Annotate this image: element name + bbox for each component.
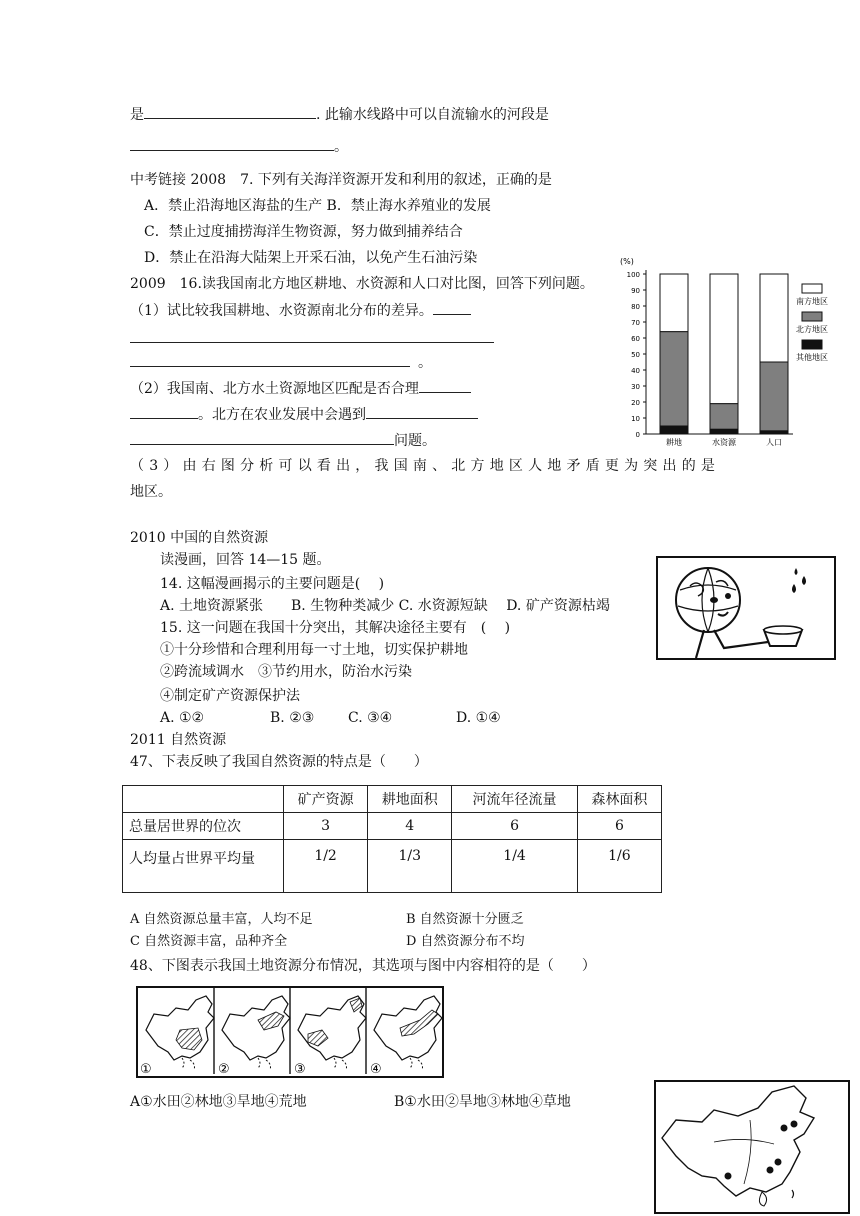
map-dot: [791, 1121, 798, 1128]
table-row-label: 总量居世界的位次: [123, 813, 284, 840]
resource-chart: [618, 256, 840, 452]
answer-blank[interactable]: [419, 378, 471, 393]
table-header-row: [123, 786, 662, 813]
y-tick-label: 80: [631, 303, 640, 311]
q47-stem: 47、下表反映了我国自然资源的特点是（ ）: [130, 754, 428, 770]
table-cell: 1/4: [452, 840, 578, 893]
q2008-option-c: C．禁止过度捕捞海洋生物资源，努力做到捕养结合: [144, 224, 463, 240]
land-use-maps: [136, 986, 444, 1078]
q2008-stem: 中考链接 2008 7. 下列有关海洋资源开发和利用的叙述，正确的是: [130, 172, 552, 188]
legend-label: 北方地区: [796, 325, 828, 334]
q48-option-a: A①水田②林地③旱地④荒地: [130, 1094, 307, 1110]
q2009-part2c-text: 问题。: [394, 433, 436, 449]
q14-options: A. 土地资源紧张 B. 生物种类减少 C. 水资源短缺 D. 矿产资源枯竭: [160, 598, 610, 614]
y-tick-label: 70: [631, 319, 640, 327]
q2008-option-d: D．禁止在沿海大陆架上开采石油，以免产生石油污染: [144, 250, 478, 266]
legend-swatch: [802, 340, 822, 349]
q47-option-d: D 自然资源分布不均: [406, 934, 525, 949]
answer-blank[interactable]: [433, 300, 471, 315]
q2010-heading: 2010 中国的自然资源: [130, 530, 269, 546]
bar-segment: [710, 429, 738, 434]
legend-label: 其他地区: [796, 353, 828, 362]
q2009-part2: [130, 378, 471, 399]
table-cell: 1/2: [284, 840, 368, 893]
line1-suffix: . 此输水线路中可以自流输水的河段是: [316, 107, 549, 123]
q2009-part2-text: （2）我国南、北方水土资源地区匹配是否合理: [130, 381, 419, 397]
table-cell: 1/6: [577, 840, 661, 893]
table-header-cell: 河流年径流量: [452, 786, 578, 813]
table-cell: 6: [452, 813, 578, 840]
q2009-part2-line2: [130, 404, 478, 425]
q2009-part1-text: （1）试比较我国耕地、水资源南北分布的差异。: [130, 303, 433, 319]
y-tick-label: 60: [631, 335, 640, 343]
bar-segment: [660, 274, 688, 332]
table-cell: 6: [577, 813, 661, 840]
x-tick-label: 人口: [766, 438, 782, 447]
bar-segment: [710, 404, 738, 430]
q2009-part1-line2: [130, 352, 432, 373]
map-label-4: ④: [370, 1062, 382, 1077]
map-dot: [725, 1173, 732, 1180]
q15-option-a: A. ①②: [160, 710, 205, 726]
q2011-heading: 2011 自然资源: [130, 732, 227, 748]
line2-suffix: 。: [334, 139, 348, 155]
x-tick-label: 水资源: [712, 438, 736, 447]
y-tick-label: 20: [631, 399, 640, 407]
bar-segment: [710, 274, 738, 404]
q48-stem: 48、下图表示我国土地资源分布情况，其选项与图中内容相符的是（ ）: [130, 958, 596, 974]
x-tick-label: 耕地: [666, 438, 682, 447]
q47-option-b: B 自然资源十分匮乏: [406, 912, 524, 927]
q2008-option-ab: A．禁止沿海地区海盐的生产 B．禁止海水养殖业的发展: [144, 198, 491, 214]
fill-line-2: [130, 136, 348, 157]
answer-blank[interactable]: [130, 430, 394, 445]
q2010-intro: 读漫画，回答 14—15 题。: [160, 552, 331, 568]
q15-option-d: D. ①④: [456, 710, 501, 726]
table-row-label: 人均量占世界平均量: [123, 840, 284, 893]
map-dot: [775, 1159, 782, 1166]
legend-swatch: [802, 312, 822, 321]
y-tick-label: 50: [631, 351, 640, 359]
table-header-cell: 矿产资源: [284, 786, 368, 813]
q15-option-b: B. ②③: [270, 710, 315, 726]
legend-swatch: [802, 284, 822, 293]
resource-table: [122, 785, 662, 893]
answer-blank[interactable]: [366, 404, 478, 419]
bar-segment: [760, 362, 788, 431]
q47-option-c: C 自然资源丰富，品种齐全: [130, 934, 288, 949]
table-cell: 4: [368, 813, 452, 840]
y-axis-unit: (%): [620, 257, 634, 266]
answer-line[interactable]: [130, 342, 494, 343]
table-row: [123, 840, 662, 893]
table-header-empty: [123, 786, 284, 813]
q2009-part1-end: 。: [418, 355, 432, 371]
map-label-1: ①: [140, 1062, 152, 1077]
q48-option-b: B①水田②旱地③林地④草地: [394, 1094, 571, 1110]
y-tick-label: 10: [631, 415, 640, 423]
china-map: [654, 1080, 850, 1214]
q15-option-c: C. ③④: [348, 710, 393, 726]
cartoon-image: [656, 556, 836, 660]
q15-item-2: ②跨流域调水 ③节约用水，防治水污染: [160, 664, 412, 680]
answer-blank[interactable]: [130, 404, 198, 419]
table-cell: 3: [284, 813, 368, 840]
y-tick-label: 30: [631, 383, 640, 391]
y-tick-label: 90: [631, 287, 640, 295]
q2009-part3-end: 地区。: [130, 484, 172, 500]
table-row: [123, 813, 662, 840]
q15-item-3: ④制定矿产资源保护法: [160, 688, 300, 704]
map-dot: [781, 1125, 788, 1132]
bar-segment: [660, 426, 688, 434]
y-tick-label: 100: [626, 271, 640, 279]
answer-blank[interactable]: [130, 352, 410, 367]
q15-stem: 15. 这一问题在我国十分突出，其解决途径主要有 ( ): [160, 620, 511, 636]
line1-prefix: 是: [130, 107, 144, 123]
legend-label: 南方地区: [796, 297, 828, 306]
bar-segment: [660, 332, 688, 426]
q14-stem: 14. 这幅漫画揭示的主要问题是( ): [160, 576, 385, 592]
map-label-2: ②: [218, 1062, 230, 1077]
map-dot: [767, 1167, 774, 1174]
q2009-part1: [130, 300, 471, 321]
table-header-cell: 森林面积: [577, 786, 661, 813]
table-header-cell: 耕地面积: [368, 786, 452, 813]
fill-line-1: [130, 104, 549, 125]
answer-blank[interactable]: [144, 104, 316, 119]
q47-option-a: A 自然资源总量丰富，人均不足: [130, 912, 313, 927]
q2009-part3: （3）由右图分析可以看出，我国南、北方地区人地矛盾更为突出的是: [130, 458, 721, 474]
y-tick-label: 40: [631, 367, 640, 375]
q2009-part2-line3: [130, 430, 436, 451]
table-cell: 1/3: [368, 840, 452, 893]
answer-blank[interactable]: [130, 136, 334, 151]
q2009-part2b-text: 。北方在农业发展中会遇到: [198, 407, 366, 423]
bar-segment: [760, 274, 788, 362]
q2009-stem: 2009 16.读我国南北方地区耕地、水资源和人口对比图，回答下列问题。: [130, 276, 594, 292]
y-tick-label: 0: [635, 431, 640, 439]
map-label-3: ③: [294, 1062, 306, 1077]
q15-item-1: ①十分珍惜和合理利用每一寸土地，切实保护耕地: [160, 642, 468, 658]
